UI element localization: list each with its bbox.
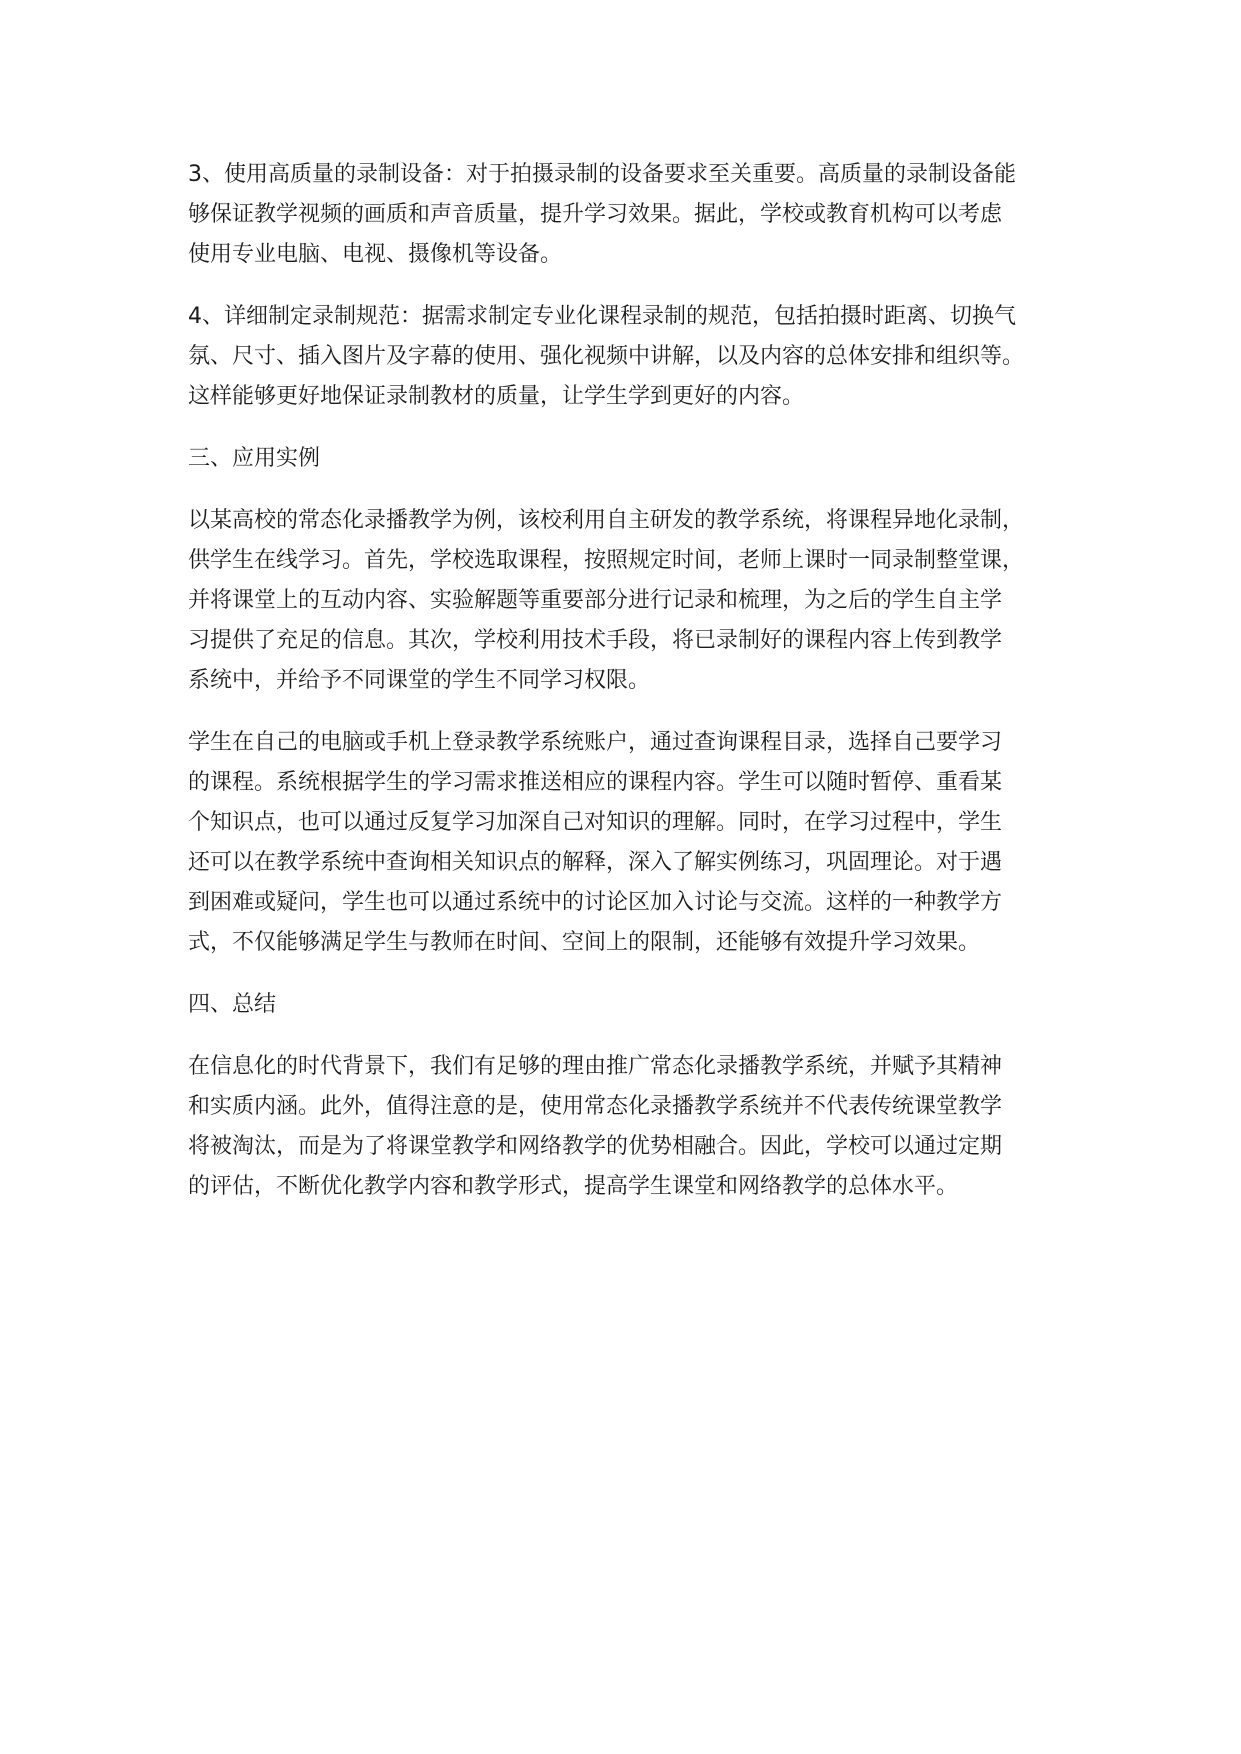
paragraph-summary <box>188 1047 1088 1207</box>
text-line: 并将课堂上的互动内容、实验解题等重要部分进行记录和梳理，为之后的学生自主学 <box>188 588 1003 613</box>
heading-text: 四、总结 <box>188 992 277 1017</box>
paragraph-university-example <box>188 501 1088 701</box>
section-heading-application-example <box>188 439 1088 479</box>
text-line: 在信息化的时代背景下，我们有足够的理由推广常态化录播教学系统，并赋予其精神 <box>188 1054 1003 1079</box>
text-line: 个知识点，也可以通过反复学习加深自己对知识的理解。同时，在学习过程中，学生 <box>188 810 1003 835</box>
text-line: 式，不仅能够满足学生与教师在时间、空间上的限制，还能够有效提升学习效果。 <box>188 930 981 955</box>
text-line: 习提供了充足的信息。其次，学校利用技术手段，将已录制好的课程内容上传到教学 <box>188 628 1003 653</box>
paragraph-student-usage <box>188 723 1088 963</box>
paragraph-recording-equipment <box>188 155 1088 275</box>
text-line: 氛、尺寸、插入图片及字幕的使用、强化视频中讲解，以及内容的总体安排和组织等。 <box>188 344 1025 369</box>
text-line: 供学生在线学习。首先，学校选取课程，按照规定时间，老师上课时一同录制整堂课， <box>188 548 1025 573</box>
text-line: 和实质内涵。此外，值得注意的是，使用常态化录播教学系统并不代表传统课堂教学 <box>188 1094 1003 1119</box>
text-line: 3、使用高质量的录制设备：对于拍摄录制的设备要求至关重要。高质量的录制设备能 <box>188 162 1016 187</box>
text-line: 够保证教学视频的画质和声音质量，提升学习效果。据此，学校或教育机构可以考虑 <box>188 202 1003 227</box>
text-line: 学生在自己的电脑或手机上登录教学系统账户，通过查询课程目录，选择自己要学习 <box>188 730 1003 755</box>
text-line: 4、详细制定录制规范：据需求制定专业化课程录制的规范，包括拍摄时距离、切换气 <box>188 304 1016 329</box>
text-line: 的课程。系统根据学生的学习需求推送相应的课程内容。学生可以随时暂停、重看某 <box>188 770 1003 795</box>
section-heading-summary <box>188 985 1088 1025</box>
text-line: 将被淘汰，而是为了将课堂教学和网络教学的优势相融合。因此，学校可以通过定期 <box>188 1134 1003 1159</box>
paragraph-recording-standards <box>188 297 1088 417</box>
document-body <box>188 155 1088 1229</box>
text-line: 到困难或疑问，学生也可以通过系统中的讨论区加入讨论与交流。这样的一种教学方 <box>188 890 1003 915</box>
text-line: 系统中，并给予不同课堂的学生不同学习权限。 <box>188 668 651 693</box>
heading-text: 三、应用实例 <box>188 446 321 471</box>
text-line: 这样能够更好地保证录制教材的质量，让学生学到更好的内容。 <box>188 384 805 409</box>
text-line: 的评估，不断优化教学内容和教学形式，提高学生课堂和网络教学的总体水平。 <box>188 1174 959 1199</box>
text-line: 以某高校的常态化录播教学为例，该校利用自主研发的教学系统，将课程异地化录制， <box>188 508 1025 533</box>
text-line: 使用专业电脑、电视、摄像机等设备。 <box>188 242 563 267</box>
text-line: 还可以在教学系统中查询相关知识点的解释，深入了解实例练习，巩固理论。对于遇 <box>188 850 1003 875</box>
